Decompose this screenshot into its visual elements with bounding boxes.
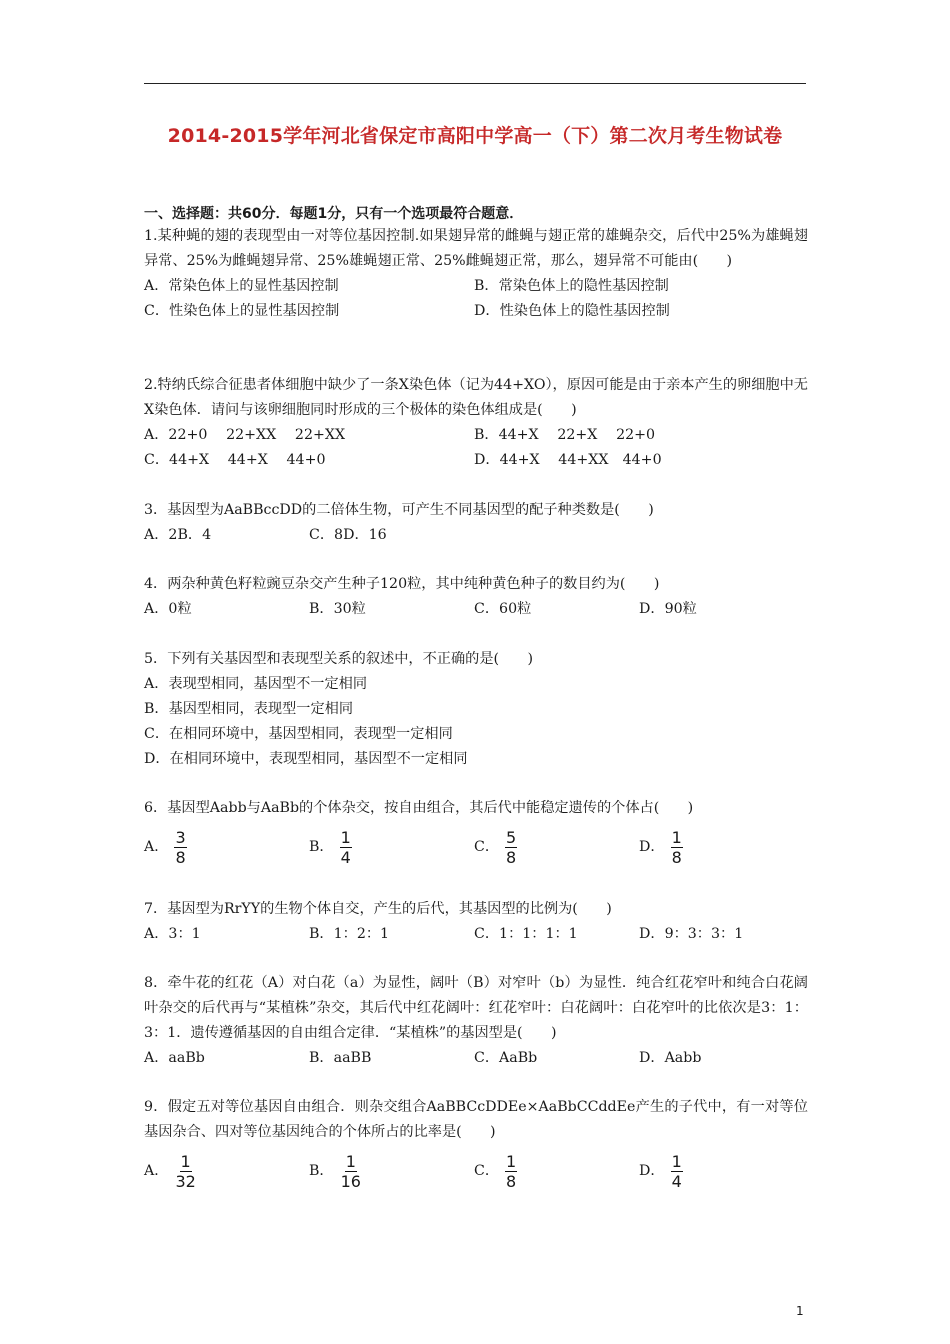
option-label: D．	[639, 1162, 665, 1179]
option-b: B．44+X 22+X 22+0	[474, 427, 656, 443]
denominator: 8	[175, 847, 186, 867]
question-9	[144, 1095, 808, 1193]
question-1	[144, 224, 808, 324]
option-label: B．	[309, 838, 334, 855]
option-c: C．AaBb	[474, 1050, 538, 1066]
numerator: 1	[180, 1151, 191, 1171]
option-d: D．90粒	[639, 601, 697, 617]
option-label: A．	[144, 838, 169, 855]
question-stem: 8．牵牛花的红花（A）对白花（a）为显性，阔叶（B）对窄叶（b）为显性．纯合红花窄叶和纯合白花阔叶杂交的后代再与“某植株”杂交，其后代中红花阔叶：红花窄叶：白花阔叶：白花窄叶的比依次是3：1：3：1．遗传遵循基因的自由组合定律．“某植株”的基因型是( )	[144, 975, 808, 1041]
denominator: 16	[340, 1171, 361, 1191]
option-b	[309, 825, 352, 869]
option-a: A．常染色体上的显性基因控制	[144, 278, 339, 294]
option-c: C．性染色体上的显性基因控制	[144, 303, 340, 319]
option-a	[144, 825, 187, 869]
fraction	[174, 828, 186, 867]
denominator: 4	[671, 1171, 682, 1191]
question-5	[144, 647, 808, 772]
option-b: B．1：2：1	[309, 926, 390, 942]
question-6	[144, 796, 808, 869]
question-7	[144, 897, 808, 947]
option-c	[474, 825, 517, 869]
question-stem: 5．下列有关基因型和表现型关系的叙述中，不正确的是( )	[144, 651, 533, 667]
section-heading: 一、选择题：共60分．每题1分，只有一个选项最符合题意．	[144, 206, 524, 222]
header-rule	[144, 83, 806, 84]
option-c: C．44+X 44+X 44+0	[144, 452, 326, 468]
fraction	[505, 828, 517, 867]
question-stem: 6．基因型Aabb与AaBb的个体杂交，按自由组合，其后代中能稳定遗传的个体占( )	[144, 800, 694, 816]
option-d	[639, 825, 683, 869]
option-label: C．	[474, 838, 500, 855]
option-c: C．在相同环境中，基因型相同，表现型一定相同	[144, 726, 453, 742]
question-stem: 9．假定五对等位基因自由组合．则杂交组合AaBBCcDDEe×AaBbCCddEe产生的子代中，有一对等位基因杂合、四对等位基因纯合的个体所占的比率是( )	[144, 1099, 808, 1140]
option-label: D．	[639, 838, 665, 855]
fraction	[671, 828, 683, 867]
denominator: 4	[340, 847, 351, 867]
question-stem: 2.特纳氏综合征患者体细胞中缺少了一条X染色体（记为44+XO），原因可能是由于亲本产生的卵细胞中无X染色体．请问与该卵细胞同时形成的三个极体的染色体组成是( )	[144, 377, 808, 418]
question-stem: 7．基因型为RrYY的生物个体自交，产生的后代，其基因型的比例为( )	[144, 901, 612, 917]
denominator: 32	[175, 1171, 196, 1191]
question-3	[144, 498, 808, 548]
fraction	[671, 1152, 683, 1191]
numerator: 5	[506, 827, 517, 847]
option-a	[144, 1149, 197, 1193]
option-d: D．9：3：3：1	[639, 926, 744, 942]
question-stem: 3．基因型为AaBBccDD的二倍体生物，可产生不同基因型的配子种类数是( )	[144, 502, 654, 518]
page-number: 1	[796, 1304, 804, 1318]
option-a: A．aaBb	[144, 1050, 205, 1066]
question-stem: 4．两杂种黄色籽粒豌豆杂交产生种子120粒，其中纯种黄色种子的数目约为( )	[144, 576, 660, 592]
denominator: 8	[506, 1171, 517, 1191]
fraction	[340, 828, 352, 867]
option-a: A．0粒	[144, 601, 192, 617]
option-label: B．	[309, 1162, 334, 1179]
option-cd: C．8D．16	[309, 527, 387, 543]
option-c	[474, 1149, 517, 1193]
question-stem: 1.某种蝇的翅的表现型由一对等位基因控制.如果翅异常的雌蝇与翅正常的雄蝇杂交，后代中25%为雄蝇翅异常、25%为雌蝇翅异常、25%雄蝇翅正常、25%雌蝇翅正常，那么，翅异常不可能由( )	[144, 228, 808, 269]
option-label: C．	[474, 1162, 500, 1179]
option-d: D．44+X 44+XX 44+0	[474, 452, 662, 468]
option-b	[309, 1149, 362, 1193]
numerator: 1	[671, 827, 682, 847]
option-d: D．Aabb	[639, 1050, 702, 1066]
exam-title: 2014-2015学年河北省保定市高阳中学高一（下）第二次月考生物试卷	[167, 125, 783, 147]
option-a: A．3：1	[144, 926, 201, 942]
option-b: B．常染色体上的隐性基因控制	[474, 278, 669, 294]
option-a: A．表现型相同，基因型不一定相同	[144, 676, 368, 692]
fraction	[174, 1152, 196, 1191]
question-8	[144, 971, 808, 1071]
question-2	[144, 373, 808, 473]
option-d: D．性染色体上的隐性基因控制	[474, 303, 670, 319]
option-c: C．1：1：1：1	[474, 926, 578, 942]
numerator: 1	[671, 1151, 682, 1171]
fraction	[505, 1152, 517, 1191]
option-a: A．22+0 22+XX 22+XX	[144, 427, 346, 443]
option-label: A．	[144, 1162, 169, 1179]
numerator: 1	[506, 1151, 517, 1171]
numerator: 1	[340, 827, 351, 847]
option-d: D．在相同环境中，表现型相同，基因型不一定相同	[144, 751, 468, 767]
option-b: B．aaBB	[309, 1050, 372, 1066]
numerator: 1	[345, 1151, 356, 1171]
denominator: 8	[506, 847, 517, 867]
fraction	[340, 1152, 362, 1191]
option-b: B．30粒	[309, 601, 366, 617]
option-d	[639, 1149, 683, 1193]
numerator: 3	[175, 827, 186, 847]
option-c: C．60粒	[474, 601, 532, 617]
option-ab: A．2B．4	[144, 527, 212, 543]
denominator: 8	[671, 847, 682, 867]
question-4	[144, 572, 808, 622]
option-b: B．基因型相同，表现型一定相同	[144, 701, 354, 717]
